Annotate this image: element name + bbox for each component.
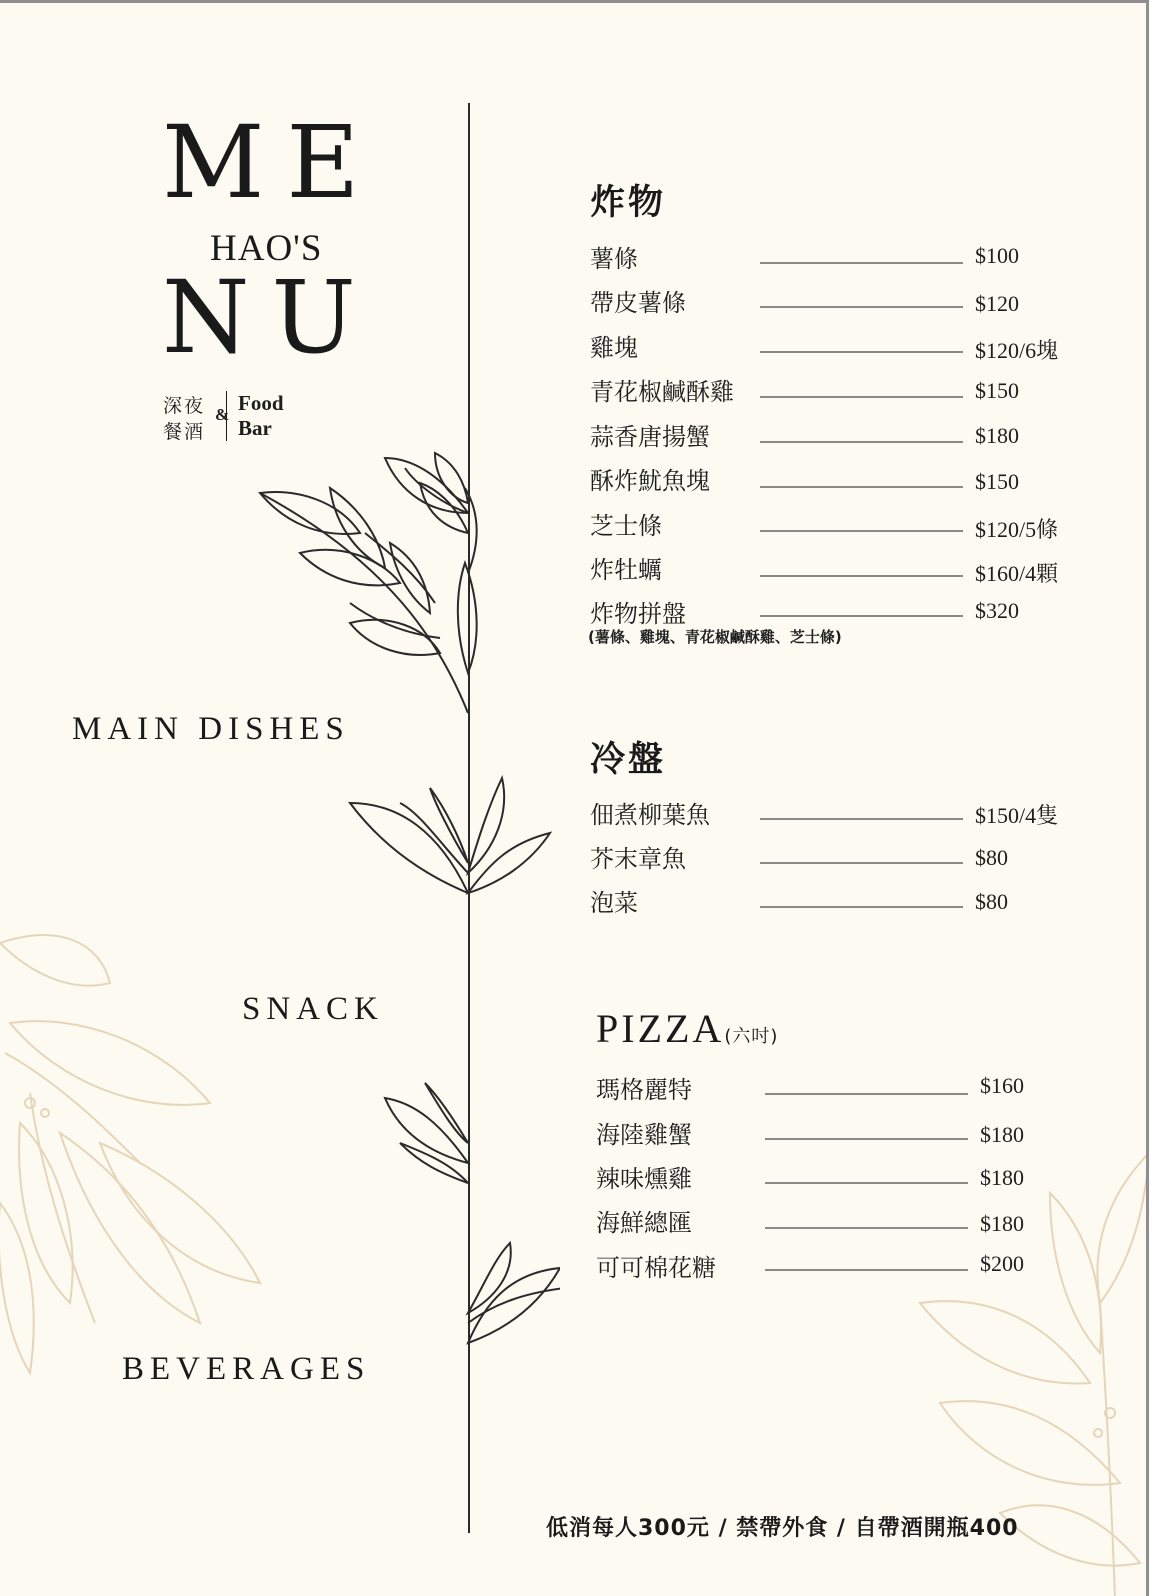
section-title-fried: 炸物 bbox=[590, 183, 667, 223]
list-item-price: $100 bbox=[975, 243, 1019, 268]
leader-line bbox=[760, 351, 963, 353]
list-item-name: 辣味燻雞 bbox=[596, 1165, 692, 1193]
list-item-price: $160/4顆 bbox=[975, 561, 1059, 586]
list-item-name: 泡菜 bbox=[590, 889, 638, 917]
leader-line bbox=[760, 262, 963, 264]
logo-tagline-cn-2: 餐酒 bbox=[163, 421, 206, 443]
leader-line bbox=[760, 486, 963, 488]
center-divider-stem bbox=[468, 103, 470, 1533]
list-item-price: $200 bbox=[980, 1251, 1024, 1276]
section-title-cold: 冷盤 bbox=[590, 740, 667, 780]
list-item-price: $120/5條 bbox=[975, 517, 1059, 542]
list-item-name: 海鮮總匯 bbox=[596, 1209, 692, 1237]
list-item-name: 青花椒鹹酥雞 bbox=[590, 378, 734, 406]
pizza-size-note: (六吋) bbox=[724, 1026, 779, 1047]
leader-line bbox=[765, 1138, 968, 1140]
vine-leaves-illustration bbox=[240, 443, 560, 1363]
leader-line bbox=[765, 1227, 968, 1229]
list-item-name: 佃煮柳葉魚 bbox=[590, 801, 710, 829]
leader-line bbox=[760, 396, 963, 398]
leader-line bbox=[760, 306, 963, 308]
leader-line bbox=[760, 862, 963, 864]
leader-line bbox=[760, 615, 963, 617]
logo-tagline-en-2: Bar bbox=[238, 416, 272, 440]
logo-menu-top: ME bbox=[162, 104, 382, 221]
nav-main-dishes[interactable]: MAIN DISHES bbox=[72, 711, 350, 747]
nav-snack[interactable]: SNACK bbox=[242, 991, 384, 1027]
list-item-name: 芥末章魚 bbox=[590, 845, 686, 873]
logo-tagline-en-1: Food bbox=[238, 391, 284, 415]
list-item-price: $320 bbox=[975, 598, 1019, 623]
list-item-price: $150 bbox=[975, 378, 1019, 403]
list-item-name: 酥炸魷魚塊 bbox=[590, 467, 710, 495]
footer-policy-note: 低消每人300元 / 禁帶外食 / 自帶酒開瓶400 bbox=[546, 1516, 1019, 1541]
background-leaves-left-illustration bbox=[0, 903, 300, 1423]
list-item-name: 薯條 bbox=[590, 245, 638, 273]
list-item-price: $180 bbox=[980, 1211, 1024, 1236]
list-item-name: 帶皮薯條 bbox=[590, 289, 686, 317]
list-item-price: $150/4隻 bbox=[975, 803, 1059, 828]
section-title-pizza bbox=[596, 1005, 778, 1052]
list-item-name: 炸牡蠣 bbox=[590, 556, 662, 584]
logo-brand-name: HAO'S bbox=[210, 228, 323, 269]
list-item-price: $180 bbox=[975, 423, 1019, 448]
list-item-name: 蒜香唐揚蟹 bbox=[590, 423, 710, 451]
pizza-title-text: PIZZA bbox=[596, 1006, 725, 1051]
list-item-price: $120/6塊 bbox=[975, 338, 1059, 363]
nav-beverages[interactable]: BEVERAGES bbox=[122, 1351, 371, 1387]
leader-line bbox=[760, 441, 963, 443]
leader-line bbox=[760, 906, 963, 908]
list-item-name: 海陸雞蟹 bbox=[596, 1121, 692, 1149]
list-item-price: $150 bbox=[975, 469, 1019, 494]
leader-line bbox=[765, 1182, 968, 1184]
leader-line bbox=[760, 818, 963, 820]
list-item-name: 可可棉花糖 bbox=[596, 1254, 716, 1282]
logo-ampersand: & bbox=[215, 405, 230, 424]
list-item-name: 雞塊 bbox=[590, 334, 638, 362]
list-item-price: $120 bbox=[975, 291, 1019, 316]
logo-tagline-cn-1: 深夜 bbox=[163, 395, 206, 417]
platter-note: (薯條、雞塊、青花椒鹹酥雞、芝士條) bbox=[588, 628, 842, 646]
leader-line bbox=[760, 575, 963, 577]
list-item-price: $180 bbox=[980, 1122, 1024, 1147]
list-item-name: 芝士條 bbox=[590, 512, 662, 540]
list-item-price: $180 bbox=[980, 1165, 1024, 1190]
leader-line bbox=[765, 1269, 968, 1271]
leader-line bbox=[760, 530, 963, 532]
logo-menu-bottom: NU bbox=[162, 259, 378, 376]
list-item-price: $80 bbox=[975, 889, 1008, 914]
list-item-name: 瑪格麗特 bbox=[596, 1076, 692, 1104]
list-item-name: 炸物拼盤 bbox=[590, 600, 686, 628]
list-item-price: $80 bbox=[975, 845, 1008, 870]
leader-line bbox=[765, 1093, 968, 1095]
list-item-price: $160 bbox=[980, 1073, 1024, 1098]
